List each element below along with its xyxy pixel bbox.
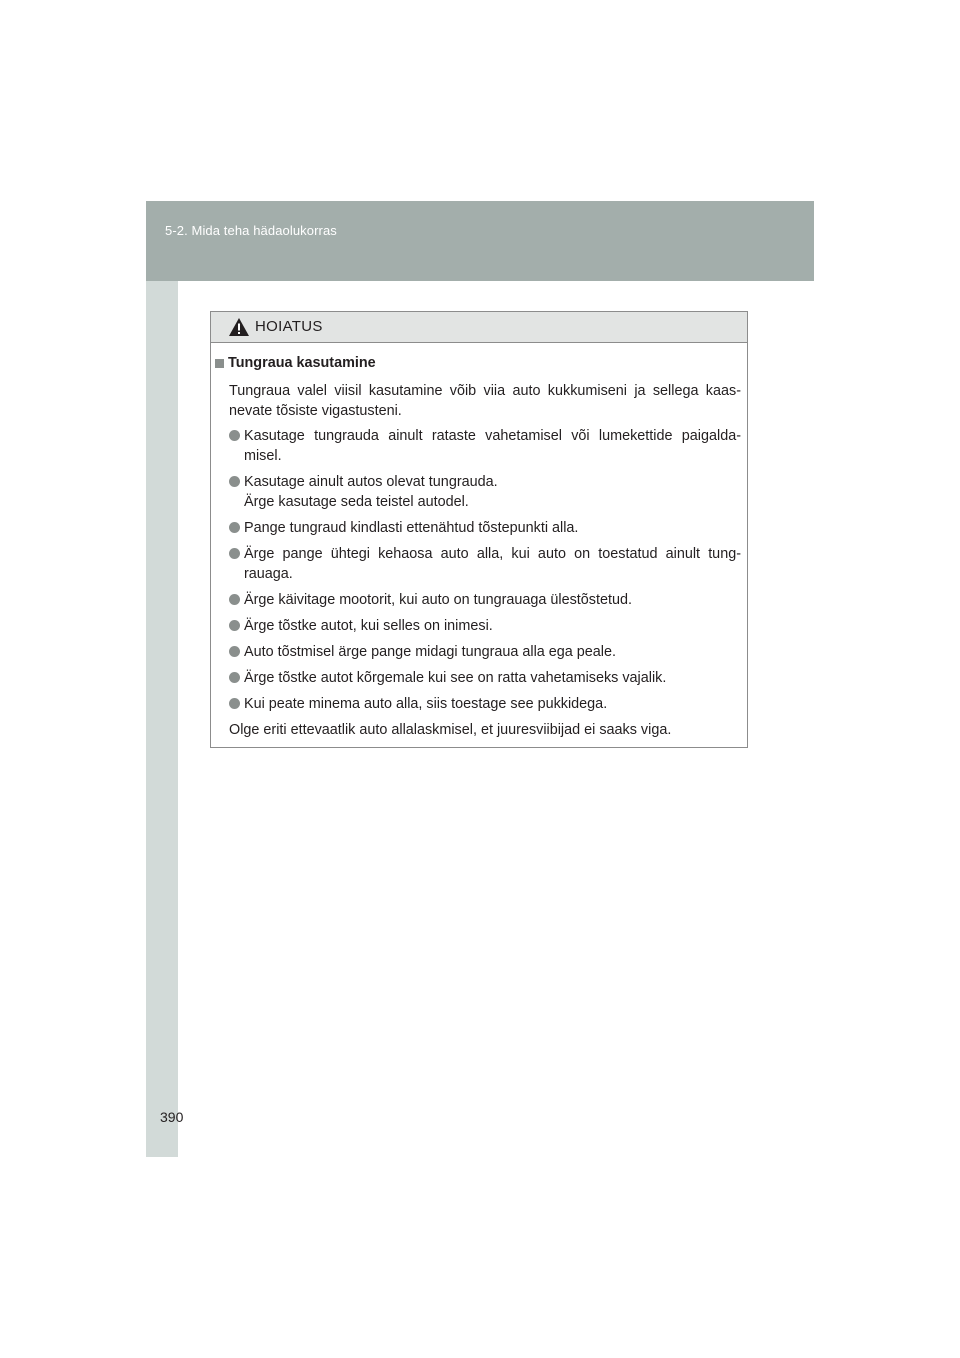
warning-header: [211, 312, 747, 343]
list-item-text: Ärge pange ühtegi kehaosa auto alla, kui auto on toestatud ainult tung-rauaga.: [244, 546, 741, 582]
intro-paragraph: Tungraua valel viisil kasutamine võib viia auto kukkumiseni ja sellega kaas-nevate tõsiste vigastusteni.: [229, 383, 741, 419]
list-item-text: Pange tungraud kindlasti ettenähtud tõstepunkti alla.: [244, 520, 579, 536]
bullet-dot-icon: [229, 672, 240, 683]
page-number: 390: [160, 1109, 184, 1125]
list-item: [215, 668, 741, 688]
list-item: [215, 642, 741, 662]
bullet-dot-icon: [229, 698, 240, 709]
list-item-text: Ärge käivitage mootorit, kui auto on tungrauaga ülestõstetud.: [244, 592, 632, 608]
bullet-dot-icon: [229, 620, 240, 631]
subheading: [215, 353, 741, 373]
bullet-dot-icon: [229, 476, 240, 487]
bullet-dot-icon: [229, 430, 240, 441]
side-strip: [146, 281, 178, 1157]
warning-triangle-icon: [228, 317, 250, 337]
list-item: [215, 472, 741, 512]
list-item-text: Ärge tõstke autot, kui selles on inimesi.: [244, 618, 493, 634]
warning-body: [211, 343, 747, 740]
square-bullet-icon: [215, 359, 224, 368]
bullet-dot-icon: [229, 594, 240, 605]
list-item-text: Auto tõstmisel ärge pange midagi tungraua alla ega peale.: [244, 644, 617, 660]
closing-paragraph: Olge eriti ettevaatlik auto allalaskmisel, et juuresviibijad ei saaks viga.: [229, 722, 672, 738]
list-item: [215, 590, 741, 610]
warning-title: HOIATUS: [255, 318, 323, 335]
list-item-text: Kui peate minema auto alla, siis toestage see pukkidega.: [244, 696, 608, 712]
bullet-dot-icon: [229, 548, 240, 559]
bullet-dot-icon: [229, 522, 240, 533]
list-item: [215, 518, 741, 538]
list-item: [215, 616, 741, 636]
list-item: [215, 694, 741, 714]
list-item-text: Ärge tõstke autot kõrgemale kui see on ratta vahetamiseks vajalik.: [244, 670, 667, 686]
bullet-dot-icon: [229, 646, 240, 657]
section-title: 5-2. Mida teha hädaolukorras: [165, 223, 337, 238]
page-header: [146, 201, 814, 281]
list-item-text: Kasutage ainult autos olevat tungrauda. Ärge kasutage seda teistel autodel.: [244, 474, 498, 510]
list-item: [215, 544, 741, 584]
subheading-text: Tungraua kasutamine: [228, 355, 376, 371]
warning-box: [210, 311, 748, 748]
warning-list: [215, 426, 741, 714]
list-item-text: Kasutage tungrauda ainult rataste vahetamisel või lumekettide paigalda-misel.: [244, 428, 741, 464]
list-item: [215, 426, 741, 466]
